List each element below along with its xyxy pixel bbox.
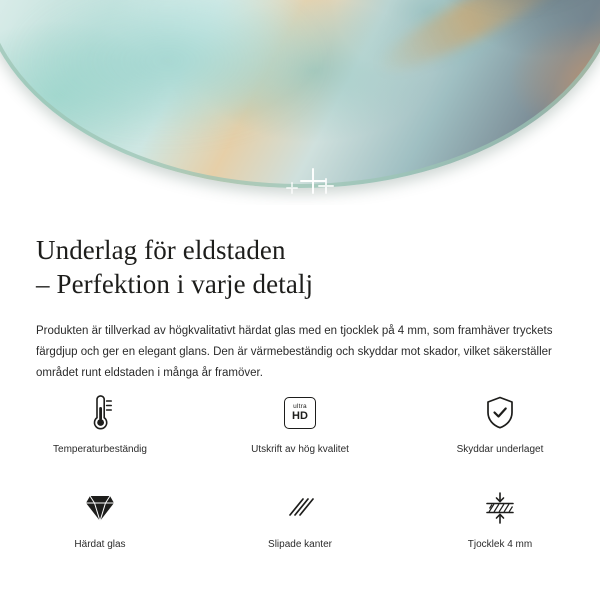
glass-disc-image <box>0 0 600 188</box>
thickness-4mm-icon <box>480 486 520 530</box>
headline-line-1: Underlag för eldstaden <box>36 235 286 265</box>
feature-item-thickness <box>400 480 600 557</box>
page-title <box>0 205 600 301</box>
feature-label: Härdat glas <box>74 539 126 550</box>
headline-line-2: – Perfektion i varje detalj <box>36 269 314 299</box>
feature-item-temperature <box>0 385 200 462</box>
text-content <box>0 205 600 384</box>
badge-bottom-text: HD <box>292 410 308 423</box>
feature-item-polished-edges <box>200 480 400 557</box>
feature-item-surface-protection <box>400 385 600 462</box>
feature-label: Temperaturbeständig <box>53 444 147 455</box>
feature-item-tempered-glass <box>0 480 200 557</box>
thermometer-icon <box>83 391 117 435</box>
feature-label: Tjocklek 4 mm <box>467 539 533 550</box>
polished-edges-icon <box>281 486 319 530</box>
feature-label: Skyddar underlaget <box>456 444 544 455</box>
ultra-hd-badge-icon <box>284 391 316 435</box>
gold-swirl-icon <box>368 0 590 86</box>
body-paragraph: Produkten är tillverkad av högkvalitativt härdat glas med en tjocklek på 4 mm, som framhäver tryckets färgdjup och ger en elegant glans. Den är värmebeständig och skyddar mot skador, vilket säkerställer området runt eldstaden i många år framöver. <box>36 325 553 379</box>
hero-image <box>0 0 600 205</box>
teal-swirl-icon <box>18 0 318 136</box>
feature-label: Slipade kanter <box>268 539 332 550</box>
feature-grid <box>0 385 600 557</box>
shield-check-icon <box>483 391 517 435</box>
feature-label: Utskrift av hög kvalitet <box>251 444 349 455</box>
diamond-icon <box>81 486 119 530</box>
badge-top-text: ultra <box>293 402 307 410</box>
feature-item-print-quality <box>200 385 400 462</box>
